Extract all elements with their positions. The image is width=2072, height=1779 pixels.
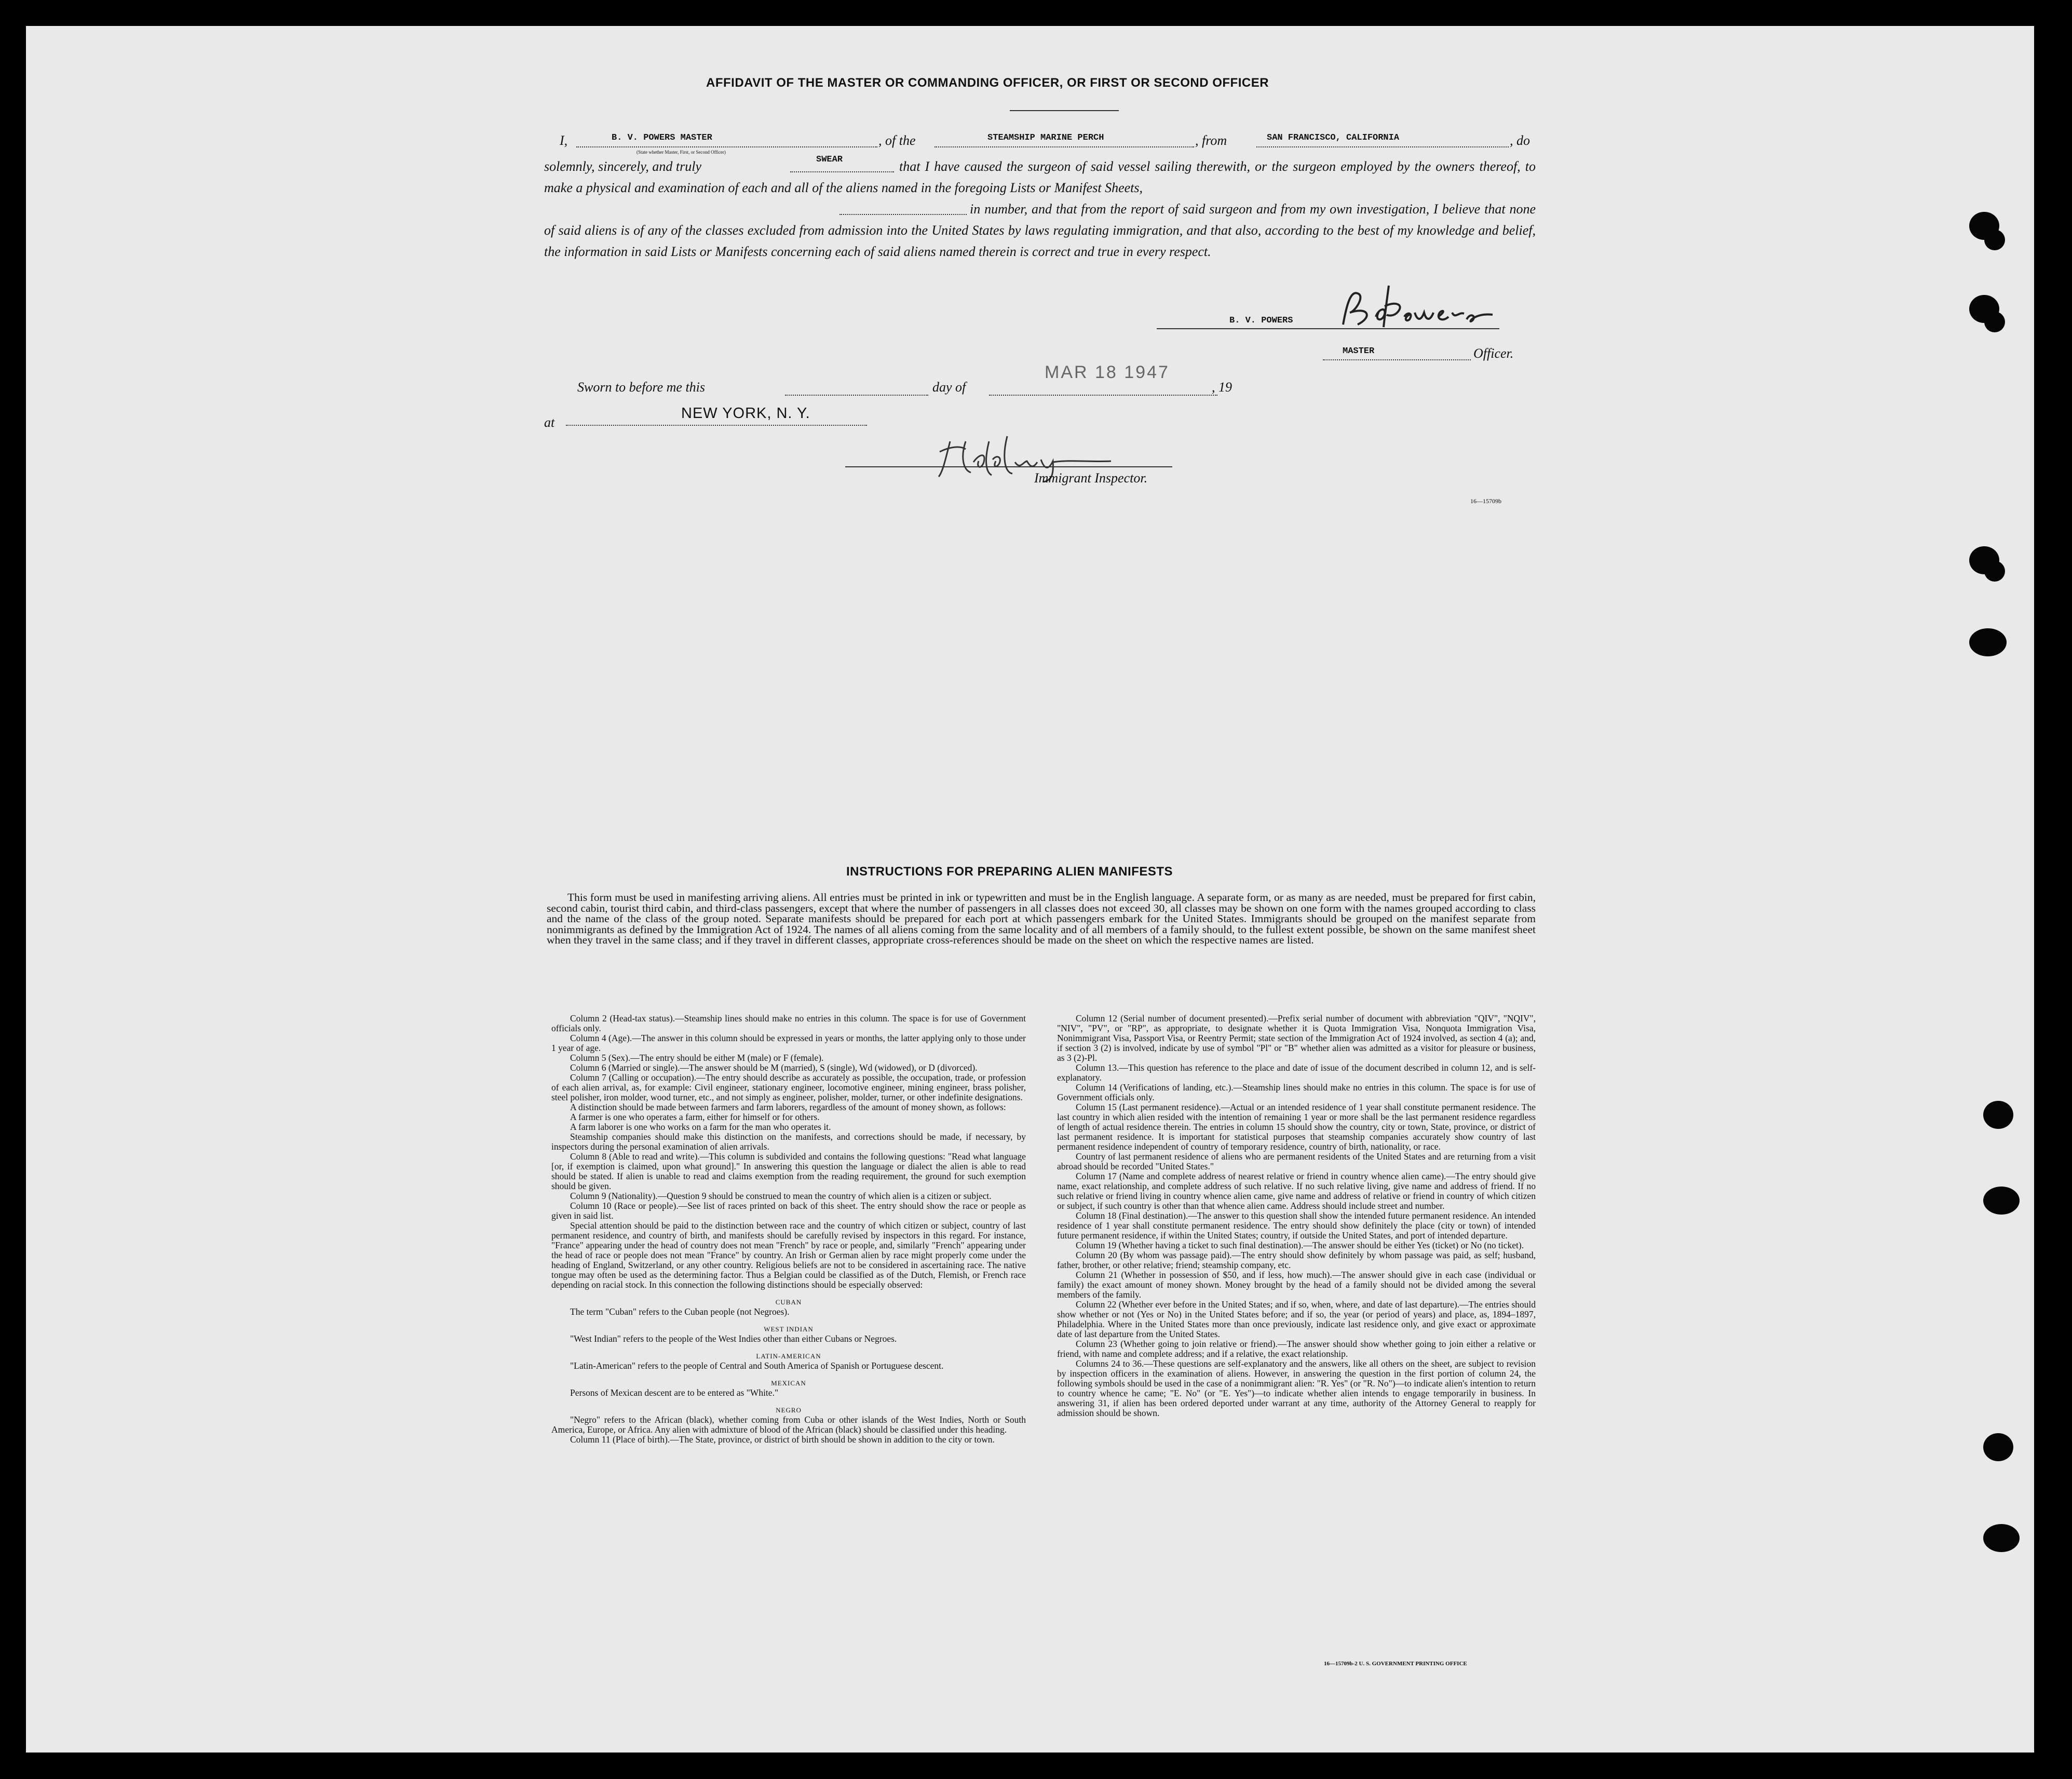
binder-hole — [1983, 1101, 2013, 1129]
race-text: "Negro" refers to the African (black), whether coming from Cuba or other islands of the West Indies, North or South America, Europe, or Africa. Any alien with admixture of blood of the African (black) should be classified under this heading. — [551, 1414, 1026, 1435]
race-text: "West Indian" refers to the people of the West Indies other than either Cubans or Negroes. — [570, 1333, 897, 1344]
right-para: Column 12 (Serial number of document presented).—Prefix serial number of document with abbreviation "QIV", "NQIV", "NIV", "PV", or "RP", as appropriate, to designate whether it is Quota Immigration Visa, Nonquota Immigration Visa, Nonimmigrant Visa, Passport Visa, or Reentry Permit; state section of the Immigration Act of 1924 involved, as section 4 (a); and, if section 3 (2) is involved, indicate by use of symbol "Pl" or "B" whether alien was admitted as a visitor for pleasure or business, as 3 (2)-Pl. — [1057, 1013, 1536, 1063]
left-para: A farmer is one who operates a farm, either for himself or for others. — [570, 1112, 820, 1122]
left-para: Column 6 (Married or single).—The answer should be M (married), S (single), Wd (widowed), or D (divorced). — [570, 1062, 978, 1073]
sworn-label: Sworn to before me this — [577, 380, 706, 395]
right-para: Column 20 (By whom was passage paid).—The entry should show definitely by whom passage was paid, as self; husband, father, brother, or other relative; friend; steamship company, etc. — [1057, 1250, 1536, 1270]
right-para: Column 19 (Whether having a ticket to such final destination).—The answer should be either Yes (ticket) or No (no ticket). — [1076, 1240, 1524, 1250]
right-para: Column 18 (Final destination).—The answer to this question shall show the intended future permanent residence. An intended residence of 1 year shall constitute permanent residence. The entry should show definitely the place (city or town) of intended future permanent residence, if within the United States; country, if outside the United States, and port of intended departure. — [1057, 1210, 1536, 1241]
vessel-field — [935, 146, 1194, 147]
left-para: Column 11 (Place of birth).—The State, province, or district of birth should be shown in addition to the city or town. — [570, 1434, 995, 1445]
swear-value: SWEAR — [816, 155, 843, 165]
race-heading: CUBAN — [775, 1298, 802, 1306]
left-para: Column 9 (Nationality).—Question 9 should be construed to mean the country of which alien is a citizen or subject. — [570, 1191, 992, 1201]
binder-hole — [1983, 1187, 2020, 1215]
officer-name-caption: (State whether Master, First, or Second Officer) — [637, 150, 726, 155]
of-the-label: , of the — [878, 133, 916, 148]
signer-typed-name: B. V. POWERS — [1229, 316, 1293, 326]
instructions-intro: This form must be used in manifesting arriving aliens. All entries must be printed in ink or typewritten and must be in the English language. A separate form, or as many as are needed, must be prepared for first cabin, second cabin, tourist third cabin, and third-class passengers, except that where the number of passengers in all classes does not exceed 30, all classes may be shown on one form with the names grouped according to class and the name of the class of the group noted. Separate manifests should be prepared for each port at which passengers embark for the United States. Immigrants should be grouped on the manifest separate from nonimmigrants as defined by the Immigration Act of 1924. The names of all aliens coming from the same locality and of all members of a family should, to the fullest extent possible, be shown on the same manifest sheet when they travel in the same class; and if they travel in different classes, appropriate cross-references should be made on the sheet on which the respective names are listed. — [547, 891, 1536, 946]
binder-hole — [1983, 1524, 2020, 1552]
binder-hole — [1983, 1433, 2013, 1461]
binder-hole — [1984, 230, 2005, 250]
binder-hole — [1984, 561, 2005, 582]
left-para: Column 10 (Race or people).—See list of races printed on back of this sheet. The entry should show the race or people as given in said list. — [551, 1201, 1026, 1221]
right-para: Country of last permanent residence of aliens who are permanent residents of the United States and are returning from a visit abroad should be recorded "United States." — [1057, 1151, 1536, 1171]
day-of-label: day of — [932, 380, 966, 395]
i-label: I, — [560, 133, 568, 148]
left-para: Column 5 (Sex).—The entry should be either M (male) or F (female). — [570, 1053, 824, 1063]
binder-hole — [1969, 628, 2007, 656]
instructions-left-column — [551, 1014, 1026, 1445]
right-para: Column 15 (Last permanent residence).—Actual or an intended residence of 1 year shall constitute permanent residence. The last country in which alien resided with the intention of remaining 1 year or more shall be the last permanent residence regardless of length of actual residence therein. The entries in column 15 should show the country, city or town, State, province, or district of last permanent residence. It is important for statistical purposes that steamship companies accurately show country of last permanent residence independent of country of temporary residence, country of birth, nationality, or race. — [1057, 1102, 1536, 1152]
vessel-value: STEAMSHIP MARINE PERCH — [987, 133, 1104, 143]
signer-rank: MASTER — [1343, 346, 1375, 356]
instructions-title: INSTRUCTIONS FOR PREPARING ALIEN MANIFESTS — [846, 865, 1173, 879]
binder-hole — [1984, 312, 2005, 332]
affidavit-body-1: that I have caused the surgeon of said vessel sailing therewith, or the surgeon employed by the owners thereof, to make a physical and examination of each and all of the aliens named in the foregoing Lists or Manifest Sheets, — [544, 159, 1536, 195]
left-para: Column 7 (Calling or occupation).—The entry should describe as accurately as possible, the occupation, trade, or profession of each alien arrival, as, for example: Civil engineer, stationary engineer, locomotive engineer, mining engineer, brass polisher, steel polisher, iron molder, wood turner, etc., and not simply as engineer, polisher, molder, turner, or other indefinite designations. — [551, 1072, 1026, 1102]
title-rule — [1010, 110, 1119, 111]
form-number: 16—15709b — [1470, 497, 1501, 505]
do-label: , do — [1510, 133, 1530, 148]
from-label: , from — [1195, 133, 1227, 148]
left-para: Steamship companies should make this distinction on the manifests, and corrections should be made, if necessary, by inspectors during the personal examination of alien arrivals. — [551, 1131, 1026, 1152]
master-signature — [1337, 280, 1503, 332]
instructions-right-column — [1057, 1014, 1536, 1418]
race-text: Persons of Mexican descent are to be entered as "White." — [570, 1387, 779, 1398]
race-heading: WEST INDIAN — [764, 1325, 814, 1333]
left-para: Special attention should be paid to the distinction between race and the country of which citizen or subject, country of last permanent residence, and country of birth, and manifests should be carefully revised by inspectors in this regard. For instance, "France" appearing under the head of country does not mean "French" by race or people, and, similarly "French" appearing under the head of race or people does not mean "France" by country. An Irish or German alien by race might properly come under the heading of England, Switzerland, or any other country. Religious beliefs are not to be considered in ascertaining race. The native tongue may often be used as the determining factor. Thus a Belgian could be classified as of the Dutch, Flemish, or French race depending on racial stock. In this connection the following distinctions should be especially observed: — [551, 1220, 1026, 1290]
place-value: NEW YORK, N. Y. — [681, 405, 810, 422]
rank-field — [1323, 359, 1471, 360]
affidavit-title: AFFIDAVIT OF THE MASTER OR COMMANDING OFFICER, OR FIRST OR SECOND OFFICER — [706, 76, 1269, 90]
right-para: Column 13.—This question has reference to the place and date of issue of the document described in column 12, and is self-explanatory. — [1057, 1062, 1536, 1083]
left-para: Column 8 (Able to read and write).—This column is subdivided and contains the following questions: "Read what language [or, if exemption is claimed, upon what ground]." In answering this question the language or dialect the alien is able to read should be stated. If alien is unable to read and claims exemption from the reading requirement, the ground for such exemption should be given. — [551, 1151, 1026, 1191]
port-field — [1256, 146, 1509, 147]
year-label: , 19 — [1212, 380, 1232, 395]
port-value: SAN FRANCISCO, CALIFORNIA — [1267, 133, 1400, 143]
officer-name-value: B. V. POWERS MASTER — [612, 133, 712, 143]
left-para: Column 2 (Head-tax status).—Steamship lines should make no entries in this column. The space is for use of Government officials only. — [551, 1013, 1026, 1033]
race-heading: NEGRO — [776, 1406, 802, 1414]
footer-print-note: 16—15709b-2 U. S. GOVERNMENT PRINTING OFFICE — [1324, 1661, 1467, 1667]
inspector-label: Immigrant Inspector. — [1034, 470, 1148, 486]
month-field — [989, 395, 1217, 396]
place-field — [566, 425, 867, 426]
officer-name-field — [576, 146, 877, 147]
document-page — [26, 26, 2034, 1753]
race-heading: MEXICAN — [771, 1379, 806, 1387]
left-para: A farm laborer is one who works on a farm for the man who operates it. — [570, 1122, 831, 1132]
right-para: Column 22 (Whether ever before in the United States; and if so, when, where, and date of last departure).—The entries should show whether or not (Yes or No) in the United States before; and if so, the year (or period of years) and place, as, 1894–1897, Philadelphia. Where in the United States more than once previously, indicate last residence only, and give exact or approximate date of last departure from the United States. — [1057, 1299, 1536, 1339]
race-text: "Latin-American" refers to the people of Central and South America of Spanish or Portuguese descent. — [570, 1360, 944, 1371]
right-para: Column 23 (Whether going to join relative or friend).—The answer should show whether going to join either a relative or friend, with name and complete address; and if a relative, the exact relationship. — [1057, 1339, 1536, 1359]
left-para: Column 4 (Age).—The answer in this column should be expressed in years or months, the latter applying only to those under 1 year of age. — [551, 1033, 1026, 1053]
race-text: The term "Cuban" refers to the Cuban people (not Negroes). — [570, 1306, 790, 1317]
at-label: at — [544, 415, 555, 430]
right-para: Columns 24 to 36.—These questions are self-explanatory and the answers, like all others on the sheet, are subject to revision by inspection officers in the examination of aliens. However, in answering the question in the first portion of column 24, the following symbols should be used in the case of a nonimmigrant alien: "R. Yes" (or "R. No")—to indicate alien's intention to return to country whence he came; "E. No" (or "E. Yes")—to indicate whether alien intends to engage temporarily in business. In answering 31, if alien has been ordered deported under warrant at any time, authority of the Attorney General to reapply for admission should be shown. — [1057, 1358, 1536, 1418]
officer-label: Officer. — [1473, 346, 1514, 361]
date-stamp: MAR 18 1947 — [1045, 362, 1170, 382]
race-heading: LATIN-AMERICAN — [756, 1352, 821, 1360]
day-field — [785, 395, 928, 396]
right-para: Column 14 (Verifications of landing, etc.).—Steamship lines should make no entries in this column. The space is for use of Government officials only. — [1057, 1082, 1536, 1102]
right-para: Column 21 (Whether in possession of $50, and if less, how much).—The answer should give in each case (individual or family) the exact amount of money shown. Money brought by the head of a family should not be divided among the several members of the family. — [1057, 1270, 1536, 1300]
solemnly-label: solemnly, sincerely, and truly — [544, 159, 702, 174]
left-para: A distinction should be made between farmers and farm laborers, regardless of the amount of money shown, as follows: — [570, 1102, 1006, 1112]
right-para: Column 17 (Name and complete address of nearest relative or friend in country whence alien came).—The entry should give name, exact relationship, and complete address of such relative. If no such relative living, give name and address of friend. If no such relative or friend living in country whence alien came, give name and address of relative or friend in country of which citizen or subject, if such country is other than that whence alien came. Address should include street and number. — [1057, 1171, 1536, 1211]
affidavit-body-2: in number, and that from the report of said surgeon and from my own investigation, I believe that none of said aliens is of any of the classes excluded from admission into the United States by laws regulating immigration, and that also, according to the best of my knowledge and belief, the information in said Lists or Manifests concerning each of said aliens named therein is correct and true in every respect. — [544, 201, 1536, 259]
